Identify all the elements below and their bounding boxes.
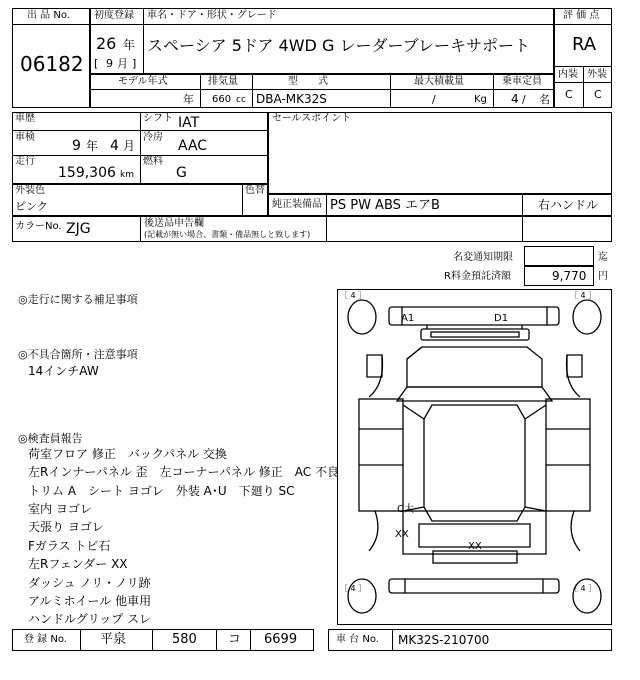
model-year-label: モデル年式 — [118, 76, 168, 87]
registration-number-label: 登 録 No. — [24, 634, 67, 645]
fuel-value: G — [176, 165, 187, 181]
inspector-line: 左Rフェンダー XX — [28, 557, 128, 571]
defects-title: ◎不具合箇所・注意事項 — [18, 348, 138, 361]
fuel-label: 燃料 — [143, 156, 163, 167]
equipment: PS PW ABS エアB — [330, 198, 440, 213]
damage-mark-c-large: C大 — [397, 504, 414, 515]
displacement-unit: cc — [236, 95, 246, 105]
first-registration-label: 初度登録 — [94, 10, 134, 21]
score-label: 評 価 点 — [563, 10, 600, 21]
name-change-field — [524, 246, 594, 266]
exterior-color-label: 外装色 — [15, 185, 45, 196]
inspection-label: 車検 — [15, 132, 35, 143]
driving-notes-title: ◎走行に関する補足事項 — [18, 293, 138, 306]
inspection-year-unit: 年 — [86, 139, 99, 153]
capacity: 4 — [511, 92, 519, 106]
type-label: 型 式 — [288, 76, 328, 87]
color-box — [12, 184, 268, 216]
overall-score: RA — [572, 34, 597, 55]
color-number: ZJG — [66, 221, 91, 237]
equipment-label: 純正装備品 — [272, 199, 322, 210]
inspector-line: ダッシュ ノリ・ノリ跡 — [28, 576, 151, 590]
defect-line: 14インチAW — [28, 364, 99, 378]
mileage-unit: km — [120, 170, 134, 180]
inspector-line: アルミホイール 他車用 — [28, 594, 152, 608]
first-registration-year: 26 — [96, 34, 117, 53]
chassis-number-label: 車 台 No. — [336, 634, 379, 645]
post-documents-note: (記載が無い場合、書類・備品無しと致します) — [144, 230, 311, 239]
interior-grade: C — [565, 88, 573, 101]
interior-grade-label: 内装 — [558, 69, 578, 80]
color-change-label: 色替 — [245, 185, 265, 196]
tire-rear-left: ［ 4 ］ — [340, 584, 367, 593]
inspector-line: 左Rインナーパネル 歪 左コーナーパネル 修正 AC 不良 — [28, 465, 339, 479]
registration-class: 580 — [172, 632, 197, 647]
chassis-number: MK32S-210700 — [398, 633, 490, 647]
lot-number-label: 出 品 No. — [27, 10, 70, 21]
load-slash: / — [432, 93, 436, 106]
inspection-month-unit: 月 — [123, 139, 136, 153]
inspector-line: ハンドルグリップ スレ — [28, 612, 152, 626]
inspector-report-title: ◎検査員報告 — [18, 432, 83, 445]
inspector-line: 室内 ヨゴレ — [28, 502, 92, 516]
shift-label: シフト — [143, 113, 173, 124]
exterior-grade-label: 外装 — [587, 69, 607, 80]
sales-point-box — [268, 112, 612, 194]
first-registration-month: 9 — [106, 57, 113, 70]
capacity-slash: / — [522, 93, 526, 106]
damage-mark-xx-left: XX — [395, 529, 409, 540]
tire-front-left: ［ 4 ］ — [340, 291, 367, 300]
registration-kana: コ — [228, 632, 242, 647]
mileage: 159,306 — [58, 165, 116, 181]
lot-number: 06182 — [20, 52, 84, 76]
post-documents-label: 後送品申告欄 — [144, 218, 204, 229]
mileage-label: 走行 — [15, 156, 35, 167]
recycle-fee-amount: 9,770 — [552, 269, 587, 283]
registration-number: 6699 — [264, 632, 298, 647]
capacity-unit: 名 — [539, 93, 550, 106]
recycle-fee-unit: 円 — [598, 271, 608, 282]
model-code: DBA-MK32S — [256, 92, 327, 106]
inspector-line: Fガラス トビ石 — [28, 539, 111, 553]
exterior-color: ピンク — [15, 200, 48, 213]
color-number-label: カラーNo. — [15, 221, 62, 232]
model-grade-label: 車名・ドア・形状・グレード — [147, 10, 277, 21]
model-year-unit: 年 — [183, 93, 194, 106]
year-unit: 年 — [123, 38, 136, 52]
inspector-line: 天張り ヨゴレ — [28, 520, 104, 534]
bracket-open: [ — [94, 57, 99, 70]
shift-value: IAT — [178, 115, 200, 131]
history-label: 車歴 — [15, 113, 35, 124]
inspection-year: 9 — [72, 138, 81, 154]
damage-mark-xx-rear: XX — [468, 541, 482, 552]
steering: 右ハンドル — [538, 198, 599, 212]
inspection-month: 4 — [110, 138, 119, 154]
inspector-line: トリム A シート ヨゴレ 外装 A･U 下廻り SC — [28, 484, 295, 498]
displacement-label: 排気量 — [208, 76, 238, 87]
name-change-label: 名変通知期限 — [453, 252, 513, 263]
month-unit: 月 — [117, 57, 128, 70]
exterior-grade: C — [594, 88, 602, 101]
ac-label: 冷房 — [143, 132, 163, 143]
registration-area: 平泉 — [100, 632, 127, 647]
recycle-fee-label: R料金預託済額 — [444, 271, 511, 282]
car-outline-diagram — [337, 289, 612, 625]
capacity-label: 乗車定員 — [502, 76, 542, 87]
tire-front-right: ［ 4 ］ — [570, 291, 597, 300]
ac-value: AAC — [178, 138, 208, 154]
sales-point-label: セールスポイント — [272, 113, 352, 124]
damage-mark-d1: D1 — [494, 313, 509, 324]
inspector-line: 荷室フロア 修正 バックパネル 交換 — [28, 447, 227, 461]
bracket-close: ] — [132, 57, 137, 70]
max-load-label: 最大積載量 — [414, 76, 464, 87]
vehicle-name: スペーシア 5ドア 4WD G レーダーブレーキサポート — [147, 36, 531, 55]
tire-rear-right: ［ 4 ］ — [570, 584, 597, 593]
displacement: 660 — [212, 94, 232, 105]
damage-mark-a1: A1 — [401, 313, 415, 324]
name-change-unit: 迄 — [598, 252, 608, 263]
load-unit: Kg — [474, 94, 487, 105]
